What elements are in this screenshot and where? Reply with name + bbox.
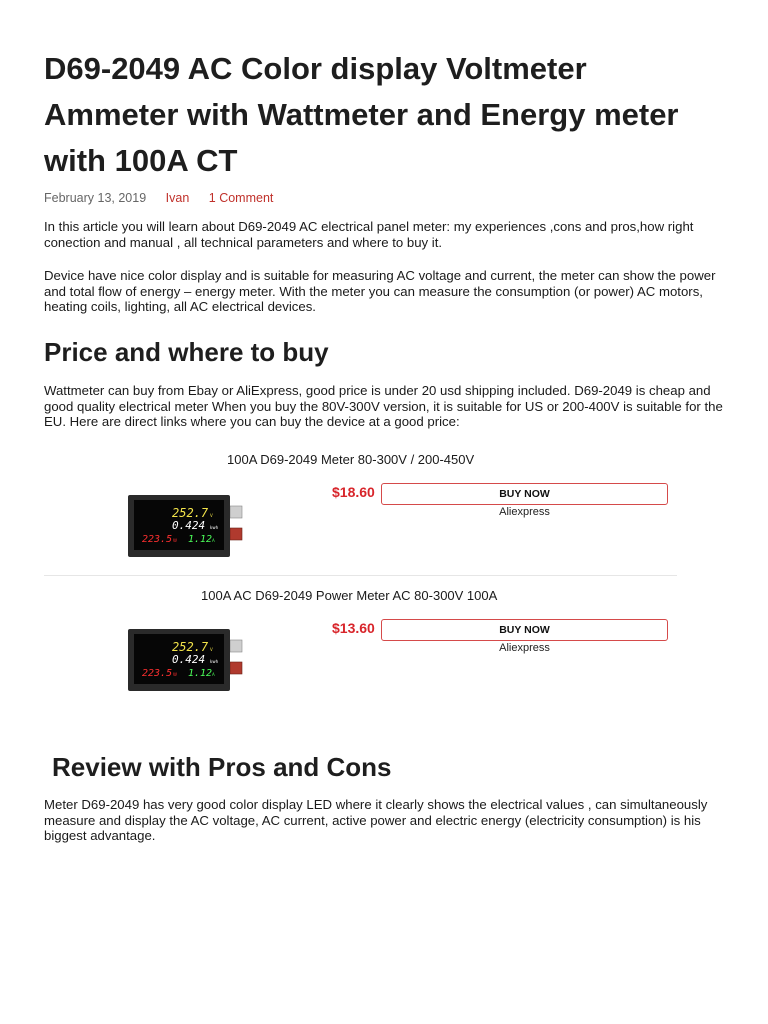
display-energy: 1.12 (188, 668, 213, 679)
product-title: 100A D69-2049 Meter 80-300V / 200-450V (227, 452, 475, 467)
display-voltage: 252.7 (172, 640, 209, 654)
intro-paragraph-1: In this article you will learn about D69-2049 AC electrical panel meter: my experiences ,cons and pros,how right conection and manual , all technical parameters and where to buy it. (44, 219, 694, 250)
display-energy: 1.12 (188, 534, 213, 545)
display-power-unit: W (173, 672, 177, 677)
author-link[interactable]: Ivan (165, 191, 190, 205)
store-name: Aliexpress (499, 506, 550, 518)
post-meta (44, 191, 273, 205)
buy-now-button[interactable]: BUY NOW (381, 483, 668, 505)
display-voltage-unit: V (210, 647, 213, 652)
post-date: February 13, 2019 (44, 191, 147, 205)
review-paragraph: Meter D69-2049 has very good color display LED where it clearly shows the electrical values , can simultaneously measure and display the AC voltage, AC current, active power and electric energy (electricity consumption) is his biggest advantage. (44, 797, 708, 843)
display-current: 0.424 (172, 653, 206, 666)
intro-paragraph-2: Device have nice color display and is suitable for measuring AC voltage and current, the meter can show the power and total flow of energy – energy meter. With the meter you can measure the consumption (or power) AC motors, heating coils, lighting, all AC electrical devices. (44, 268, 716, 314)
price-paragraph: Wattmeter can buy from Ebay or AliExpress, good price is under 20 usd shipping included. D69-2049 is cheap and good quality electrical meter When you buy the 80V-300V version, it is suitable for US or 200-400V is suitable for the EU. Here are direct links where you can buy the device at a good price: (44, 383, 723, 429)
product-price: $18.60 (332, 484, 375, 500)
display-current-unit: kwh (210, 659, 219, 664)
meter-image (126, 492, 246, 562)
article-title: D69-2049 AC Color display Voltmeter Ammeter with Wattmeter and Energy meter with 100A CT (44, 51, 679, 178)
display-voltage: 252.7 (172, 506, 209, 520)
product-title: 100A AC D69-2049 Power Meter AC 80-300V 100A (201, 588, 498, 603)
display-power: 223.5 (142, 534, 173, 545)
product-divider (44, 575, 677, 576)
store-name: Aliexpress (499, 642, 550, 654)
product-price: $13.60 (332, 620, 375, 636)
display-energy-unit: A (212, 538, 215, 543)
price-heading: Price and where to buy (44, 337, 329, 367)
comments-link[interactable]: 1 Comment (208, 191, 274, 205)
display-power-unit: W (173, 538, 177, 543)
display-voltage-unit: V (210, 513, 213, 518)
display-current-unit: kwh (210, 525, 219, 530)
display-energy-unit: A (212, 672, 215, 677)
display-current: 0.424 (172, 519, 206, 532)
meter-image (126, 626, 246, 696)
review-heading: Review with Pros and Cons (52, 752, 392, 782)
buy-now-button[interactable]: BUY NOW (381, 619, 668, 641)
display-power: 223.5 (142, 668, 173, 679)
